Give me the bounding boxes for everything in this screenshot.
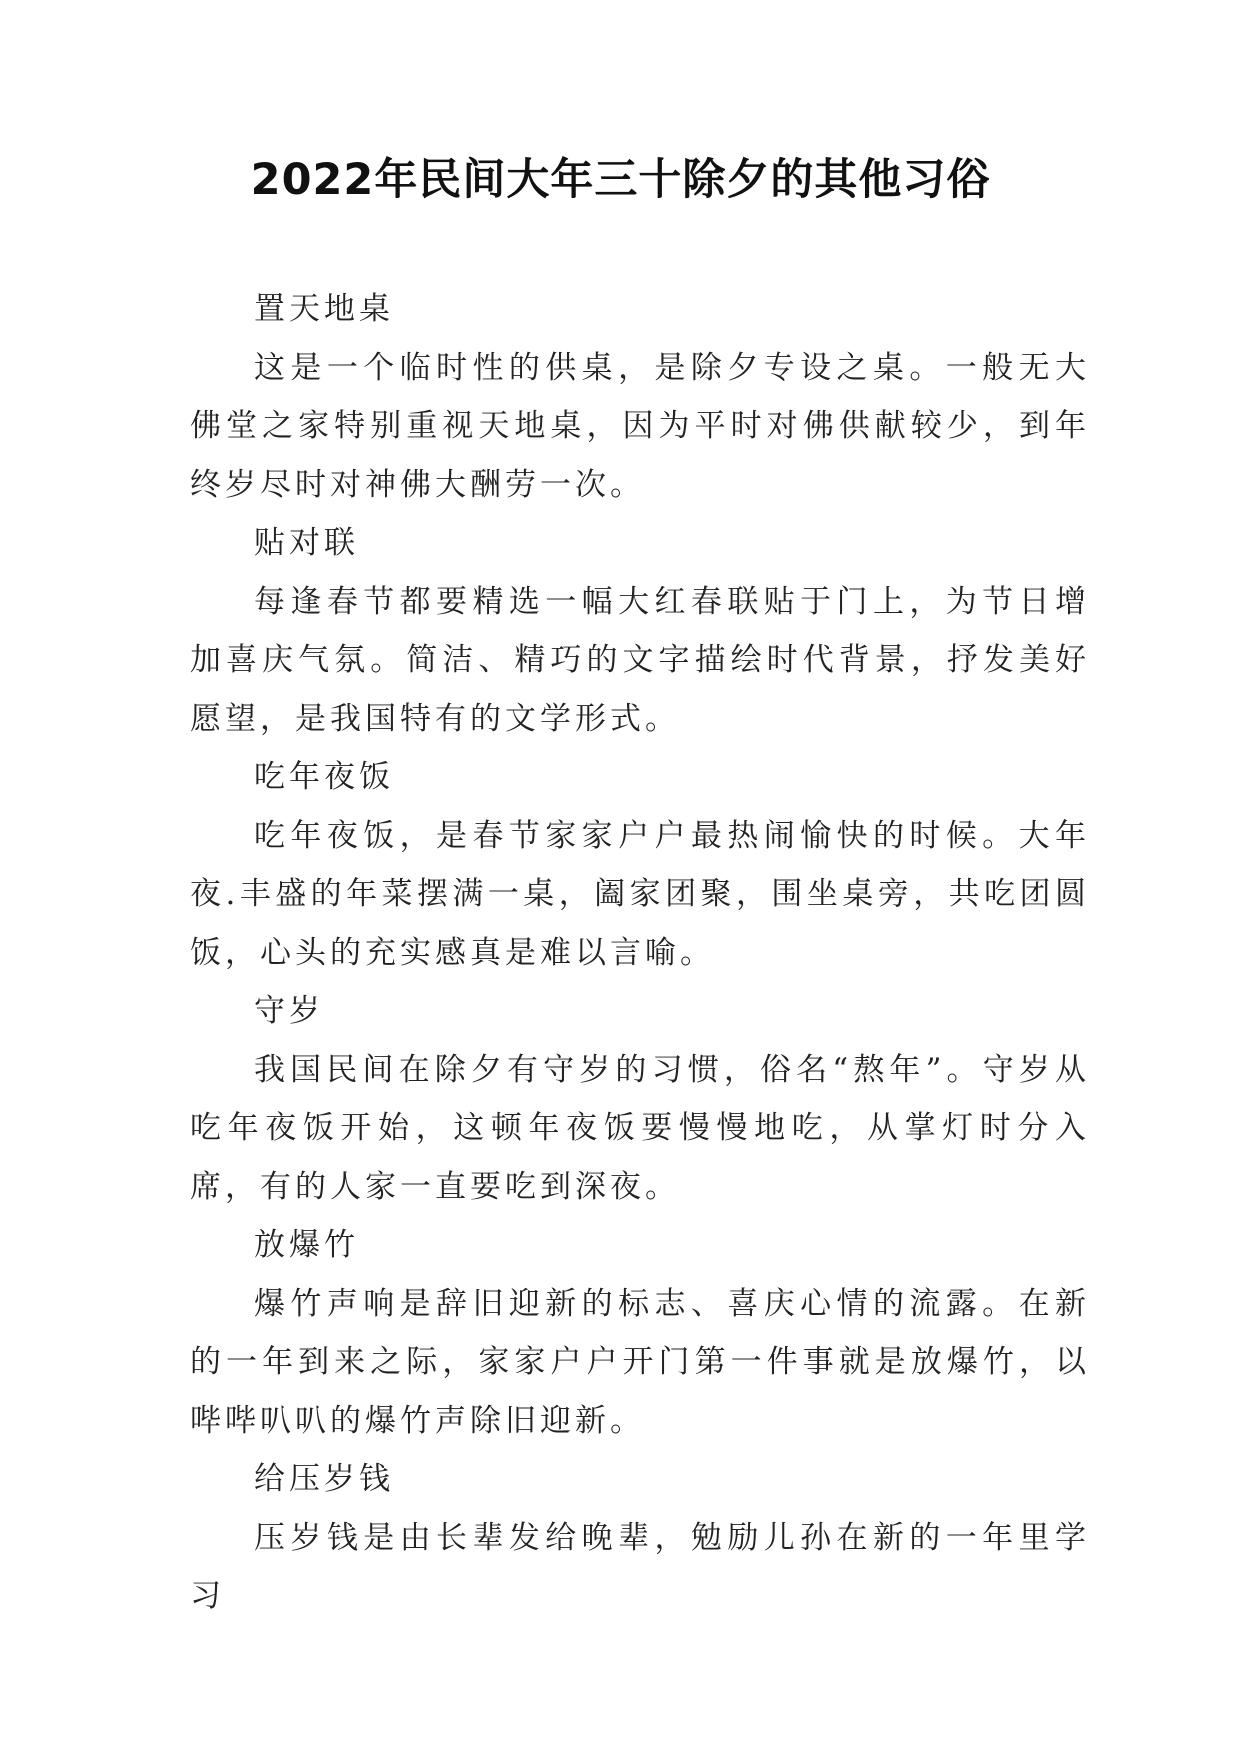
document-title: 2022年民间大年三十除夕的其他习俗 (250, 155, 991, 205)
section-tiandizhuo (190, 280, 1090, 514)
section-nianyefan (190, 748, 1090, 982)
document-body (190, 280, 1090, 1626)
section-paragraph: 我国民间在除夕有守岁的习惯，俗名“熬年”。守岁从吃年夜饭开始，这顿年夜饭要慢慢地吃，从掌灯时分入席，有的人家一直要吃到深夜。 (190, 1051, 1090, 1205)
section-heading: 给压岁钱 (254, 1461, 394, 1497)
section-heading: 吃年夜饭 (254, 759, 394, 795)
section-heading: 贴对联 (254, 525, 359, 561)
section-heading: 置天地桌 (254, 291, 394, 327)
section-heading: 放爆竹 (254, 1227, 359, 1263)
section-baozhu (190, 1216, 1090, 1450)
section-paragraph: 这是一个临时性的供桌，是除夕专设之桌。一般无大佛堂之家特别重视天地桌，因为平时对佛供献较少，到年终岁尽时对神佛大酬劳一次。 (190, 349, 1090, 503)
section-paragraph: 压岁钱是由长辈发给晚辈，勉励儿孙在新的一年里学习 (190, 1519, 1090, 1614)
section-paragraph: 每逢春节都要精选一幅大红春联贴于门上，为节日增加喜庆气氛。简洁、精巧的文字描绘时代背景，抒发美好愿望，是我国特有的文学形式。 (190, 583, 1090, 737)
section-heading: 守岁 (254, 993, 324, 1029)
section-paragraph: 吃年夜饭，是春节家家户户最热闹愉快的时候。大年夜.丰盛的年菜摆满一桌，阖家团聚，围坐桌旁，共吃团圆饭，心头的充实感真是难以言喻。 (190, 817, 1090, 971)
section-paragraph: 爆竹声响是辞旧迎新的标志、喜庆心情的流露。在新的一年到来之际，家家户户开门第一件事就是放爆竹，以哔哔叭叭的爆竹声除旧迎新。 (190, 1285, 1090, 1439)
section-yasuiqian (190, 1450, 1090, 1626)
section-shousui (190, 982, 1090, 1216)
section-duilian (190, 514, 1090, 748)
